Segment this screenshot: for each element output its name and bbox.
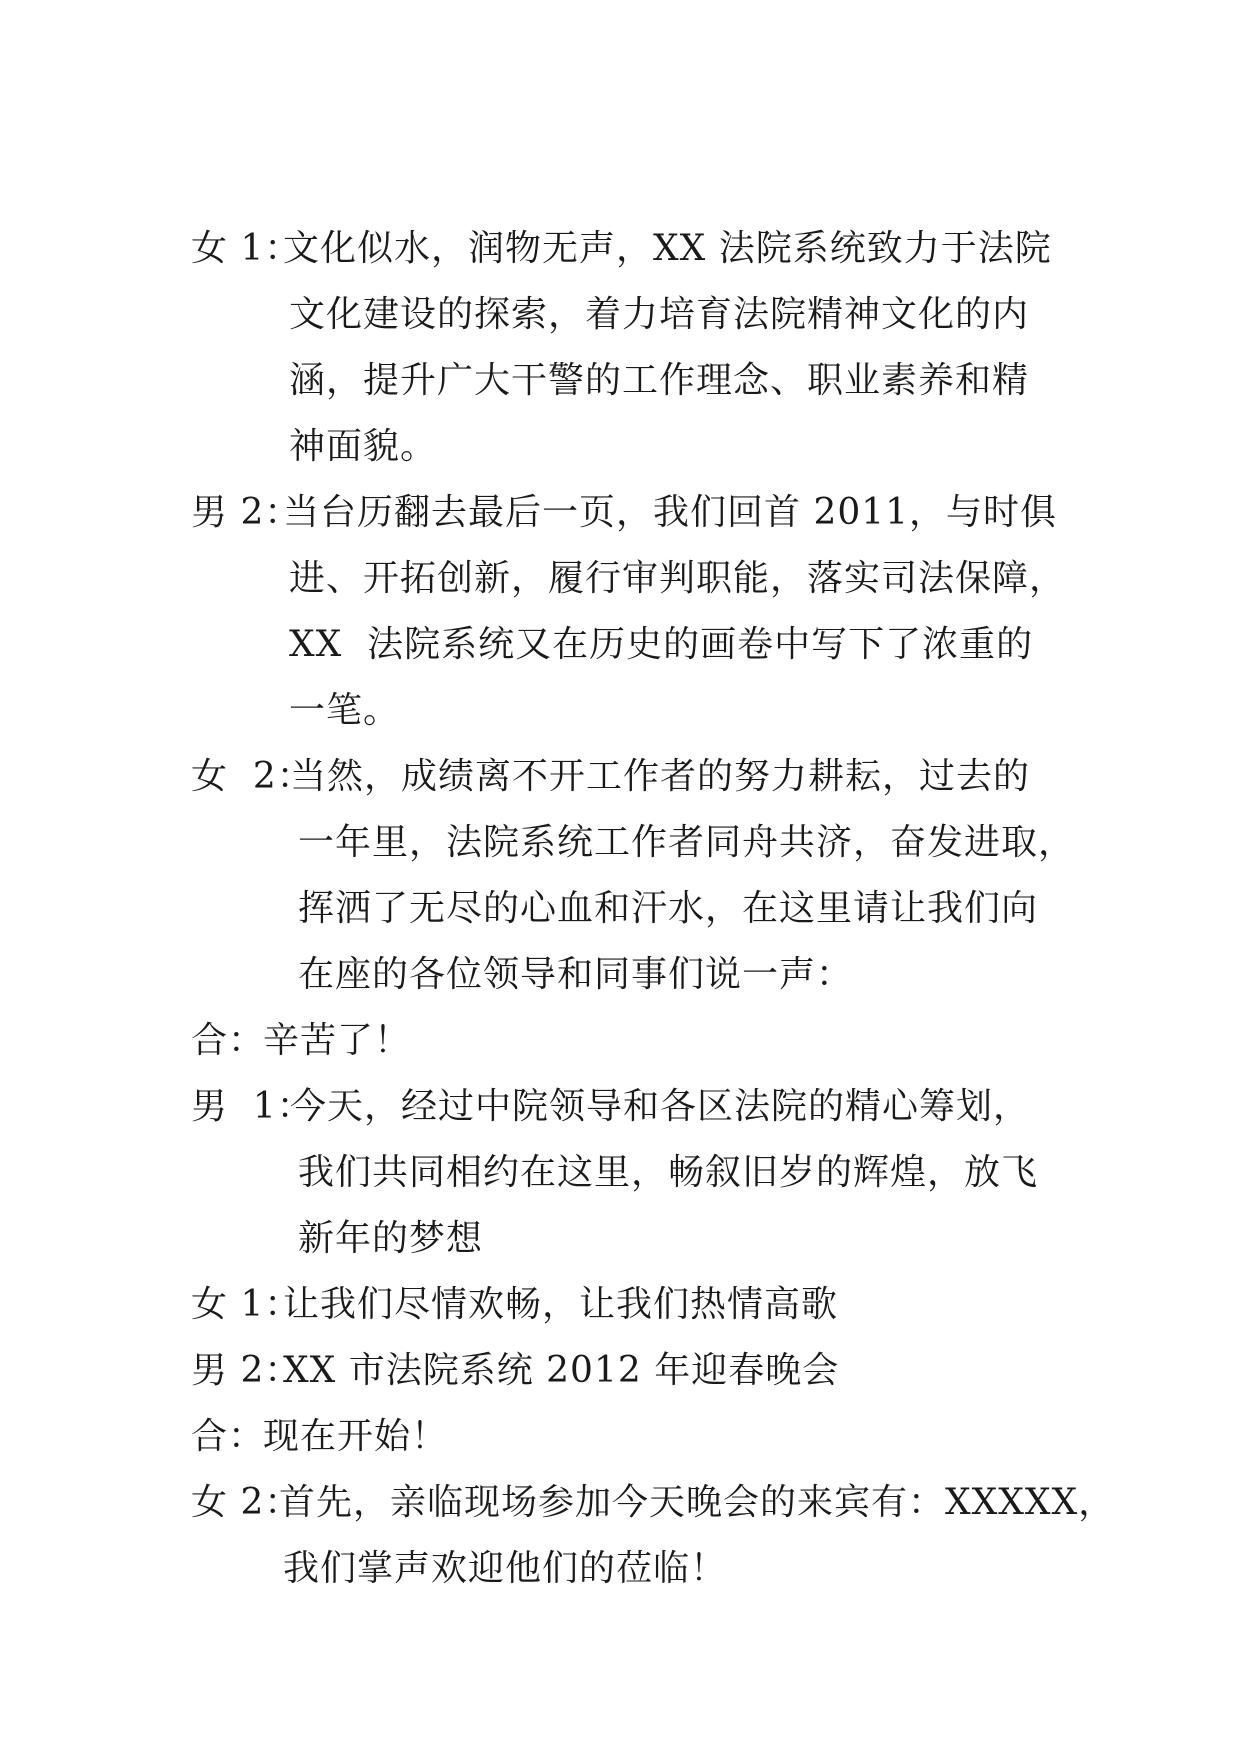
dialogue-line: 当台历翻去最后一页，我们回首 2011，与时俱	[283, 492, 1058, 533]
dialogue-turn	[191, 1470, 1116, 1602]
speaker-label: 合：	[191, 1416, 266, 1457]
dialogue-line: XX 市法院系统 2012 年迎春晚会	[283, 1350, 840, 1391]
dialogue-line: XX 法院系统又在历史的画卷中写下了浓重的	[289, 624, 1034, 665]
dialogue-line: 挥洒了无尽的心血和汗水，在这里请让我们向	[298, 888, 1039, 929]
dialogue-turn	[191, 216, 1066, 480]
speaker-label: 女 1：	[191, 1284, 302, 1325]
dialogue-line: 当然，成绩离不开工作者的努力耕耘，过去的	[290, 756, 1031, 797]
dialogue-turn	[191, 1008, 1066, 1074]
dialogue-line: 现在开始！	[263, 1416, 449, 1457]
speaker-label: 男 2：	[191, 1350, 302, 1391]
dialogue-turn	[191, 1272, 1066, 1338]
dialogue-line: 文化建设的探索，着力培育法院精神文化的内	[289, 294, 1030, 335]
speaker-label: 女 2：	[191, 1482, 302, 1523]
speaker-label: 女 1：	[191, 228, 302, 269]
speaker-label: 合：	[191, 1020, 266, 1061]
dialogue-turn	[191, 1404, 1066, 1470]
dialogue-line: 进、开拓创新，履行审判职能，落实司法保障，	[289, 558, 1067, 599]
dialogue-line: 我们掌声欢迎他们的莅临！	[283, 1548, 728, 1589]
dialogue-turn	[191, 480, 1066, 744]
host-script	[191, 216, 1116, 1602]
dialogue-line: 辛苦了！	[263, 1020, 412, 1061]
dialogue-line: 让我们尽情欢畅，让我们热情高歌	[283, 1284, 839, 1325]
speaker-label: 男 2：	[191, 492, 302, 533]
dialogue-turn	[191, 744, 1076, 1008]
dialogue-turn	[191, 1338, 1066, 1404]
dialogue-line: 一年里，法院系统工作者同舟共济，奋发进取，	[298, 822, 1076, 863]
dialogue-line: 首先，亲临现场参加今天晚会的来宾有：XXXXX，	[279, 1482, 1116, 1523]
dialogue-line: 新年的梦想	[298, 1218, 484, 1259]
dialogue-line: 我们共同相约在这里，畅叙旧岁的辉煌，放飞	[298, 1152, 1039, 1193]
dialogue-line: 一笔。	[289, 690, 401, 731]
dialogue-line: 今天，经过中院领导和各区法院的精心筹划，	[290, 1086, 1031, 1127]
dialogue-line: 涵，提升广大干警的工作理念、职业素养和精	[289, 360, 1030, 401]
dialogue-line: 神面貌。	[289, 426, 438, 467]
speaker-label: 男 1：	[191, 1086, 314, 1127]
dialogue-line: 文化似水，润物无声，XX 法院系统致力于法院	[283, 228, 1052, 269]
dialogue-turn	[191, 1074, 1066, 1272]
dialogue-line: 在座的各位领导和同事们说一声：	[298, 954, 854, 995]
speaker-label: 女 2：	[191, 756, 314, 797]
